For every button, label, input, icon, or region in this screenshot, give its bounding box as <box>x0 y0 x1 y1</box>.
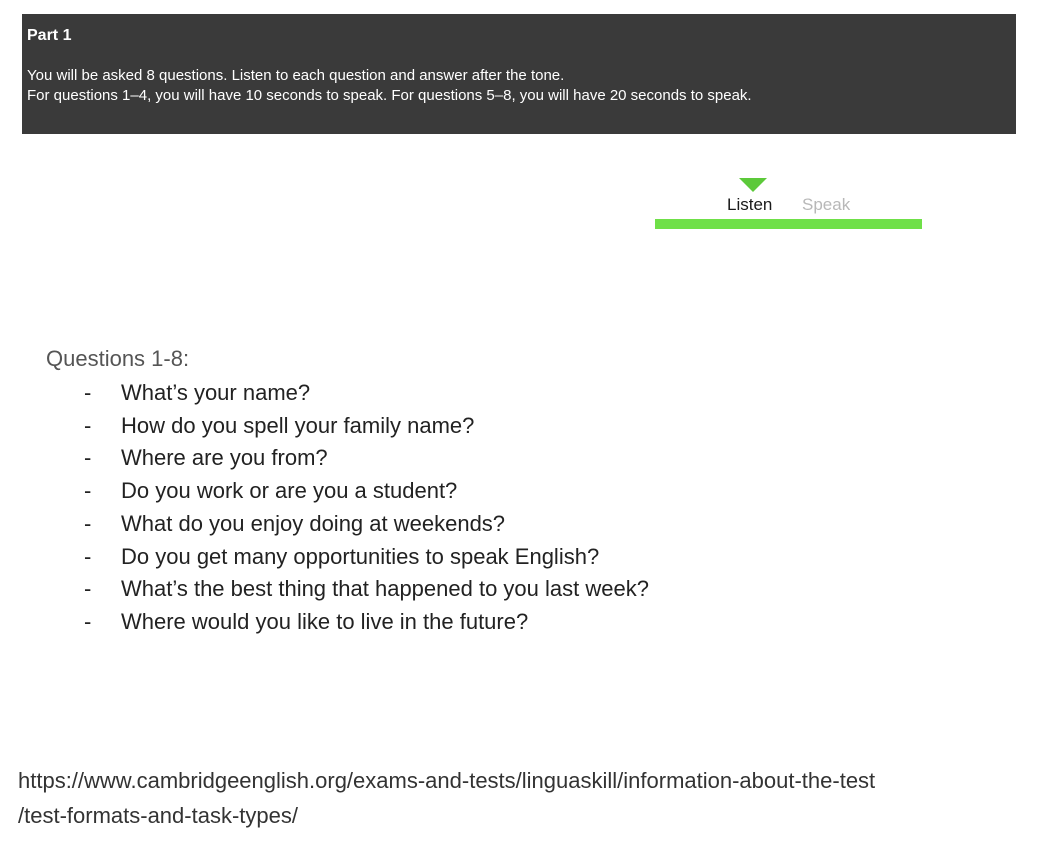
listen-label: Listen <box>727 195 773 214</box>
question-item <box>46 573 649 606</box>
bullet-dash: - <box>84 608 92 634</box>
question-text: How do you spell your family name? <box>121 412 475 438</box>
bullet-dash: - <box>84 478 92 504</box>
part-title: Part 1 <box>27 27 72 44</box>
question-text: Do you work or are you a student? <box>121 478 458 504</box>
question-text: Where would you like to live in the future? <box>121 608 529 634</box>
instruction-line-2: For questions 1–4, you will have 10 seconds to speak. For questions 5–8, you will have 20 seconds to speak. <box>27 87 752 104</box>
question-item <box>46 606 649 639</box>
instructions-panel <box>22 14 1016 134</box>
source-url-line-1: https://www.cambridgeenglish.org/exams-and-tests/linguaskill/information-about-the-test <box>18 768 876 793</box>
questions-section <box>46 344 649 639</box>
bullet-dash: - <box>84 510 92 536</box>
question-text: What’s your name? <box>121 380 311 405</box>
source-url-line-2: /test-formats-and-task-types/ <box>18 803 298 828</box>
question-text: Do you get many opportunities to speak English? <box>121 543 600 569</box>
speak-label: Speak <box>802 195 851 214</box>
question-item <box>46 541 649 574</box>
bullet-dash: - <box>84 576 92 602</box>
question-item <box>46 508 649 541</box>
question-text: What do you enjoy doing at weekends? <box>121 510 506 536</box>
question-item <box>46 377 649 410</box>
questions-list <box>46 377 649 639</box>
question-text: What’s the best thing that happened to you last week? <box>121 576 649 602</box>
progress-bar <box>655 219 922 229</box>
progress-bar-fill <box>655 219 922 229</box>
bullet-dash: - <box>84 380 92 405</box>
instruction-line-1: You will be asked 8 questions. Listen to each question and answer after the tone. <box>27 67 565 84</box>
question-item <box>46 475 649 508</box>
question-item <box>46 410 649 443</box>
bullet-dash: - <box>84 543 92 569</box>
question-text: Where are you from? <box>121 445 328 471</box>
current-phase-marker-icon <box>739 178 767 192</box>
question-item <box>46 442 649 475</box>
questions-heading: Questions 1-8: <box>46 346 190 371</box>
listen-speak-indicator <box>655 175 922 231</box>
source-url <box>18 763 875 833</box>
bullet-dash: - <box>84 412 92 438</box>
bullet-dash: - <box>84 445 92 471</box>
